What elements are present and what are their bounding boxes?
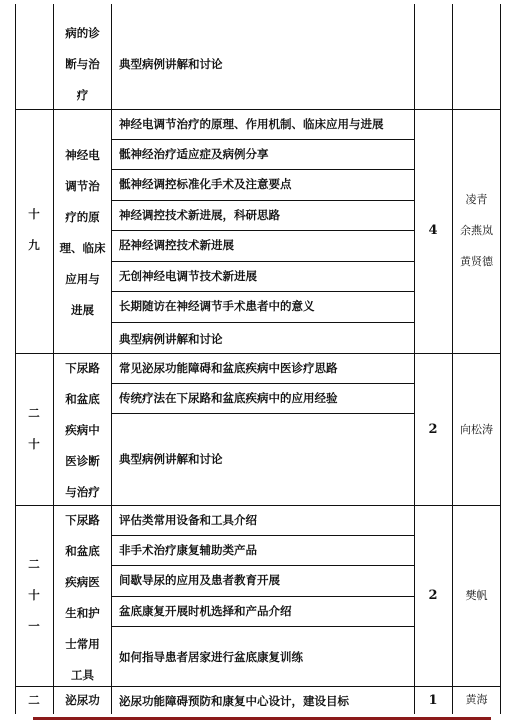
hours-value: 2 — [428, 588, 438, 603]
item-text: 典型病例讲解和讨论 — [119, 332, 223, 346]
item-text: 无创神经电调节技术新进展 — [119, 269, 257, 283]
item-text: 评估类常用设备和工具介绍 — [119, 513, 257, 527]
topic-cell: 下尿路 和盆底 疾病中 医诊断 与治疗 — [65, 361, 100, 499]
item-divider — [111, 322, 415, 323]
item-text: 常见泌尿功能障碍和盆底疾病中医诊疗思路 — [119, 361, 338, 375]
teacher-list: 黄海 — [465, 693, 488, 706]
column-divider — [414, 4, 415, 714]
footer-rule — [33, 717, 491, 720]
session-index: 二 十 — [28, 406, 40, 451]
teacher-list: 向松涛 — [460, 423, 493, 436]
item-text: 如何指导患者居家进行盆底康复训练 — [119, 650, 303, 664]
hours-value: 4 — [428, 223, 438, 238]
item-text: 典型病例讲解和讨论 — [119, 452, 223, 466]
session-index: 十 九 — [28, 207, 40, 252]
item-divider — [111, 565, 415, 566]
item-divider — [111, 139, 415, 140]
item-text: 间歇导尿的应用及患者教育开展 — [119, 573, 280, 587]
item-text: 骶神经调控标准化手术及注意要点 — [119, 177, 292, 191]
topic-cell: 病的诊 断与治 疗 — [65, 26, 100, 102]
item-text: 胫神经调控技术新进展 — [119, 238, 234, 252]
session-index: 二 十 一 — [28, 557, 40, 633]
teacher-list: 凌青 余燕岚 黄贤德 — [460, 193, 493, 268]
item-text: 泌尿功能障碍预防和康复中心设计，建设目标 — [119, 694, 349, 708]
item-text: 非手术治疗康复辅助类产品 — [119, 543, 257, 557]
teacher-list: 樊帆 — [465, 589, 488, 602]
column-divider — [111, 4, 112, 714]
item-text: 神经电调节治疗的原理、作用机制、临床应用与进展 — [119, 117, 384, 131]
item-text: 传统疗法在下尿路和盆底疾病中的应用经验 — [119, 391, 338, 405]
item-divider — [111, 413, 415, 414]
item-divider — [111, 535, 415, 536]
hours-value: 1 — [428, 693, 438, 708]
hours-value: 2 — [428, 422, 438, 437]
item-text: 典型病例讲解和讨论 — [119, 57, 223, 71]
item-divider — [111, 596, 415, 597]
item-text: 神经调控技术新进展，科研思路 — [119, 208, 280, 222]
item-divider — [111, 200, 415, 201]
table-border-right — [500, 4, 501, 714]
item-text: 盆底康复开展时机选择和产品介绍 — [119, 604, 292, 618]
topic-cell: 神经电 调节治 疗的原 理、临床 应用与 进展 — [59, 148, 106, 317]
item-divider — [111, 230, 415, 231]
item-divider — [111, 261, 415, 262]
topic-cell: 泌尿功 — [65, 693, 100, 707]
item-divider — [111, 383, 415, 384]
item-divider — [111, 169, 415, 170]
curriculum-table — [15, 4, 501, 714]
item-divider — [111, 626, 415, 627]
item-text: 骶神经治疗适应症及病例分享 — [119, 147, 269, 161]
item-divider — [111, 291, 415, 292]
topic-cell: 下尿路 和盆底 疾病医 生和护 士常用 工具 — [65, 513, 100, 682]
session-index: 二 — [28, 693, 40, 707]
item-text: 长期随访在神经调节手术患者中的意义 — [119, 299, 315, 313]
